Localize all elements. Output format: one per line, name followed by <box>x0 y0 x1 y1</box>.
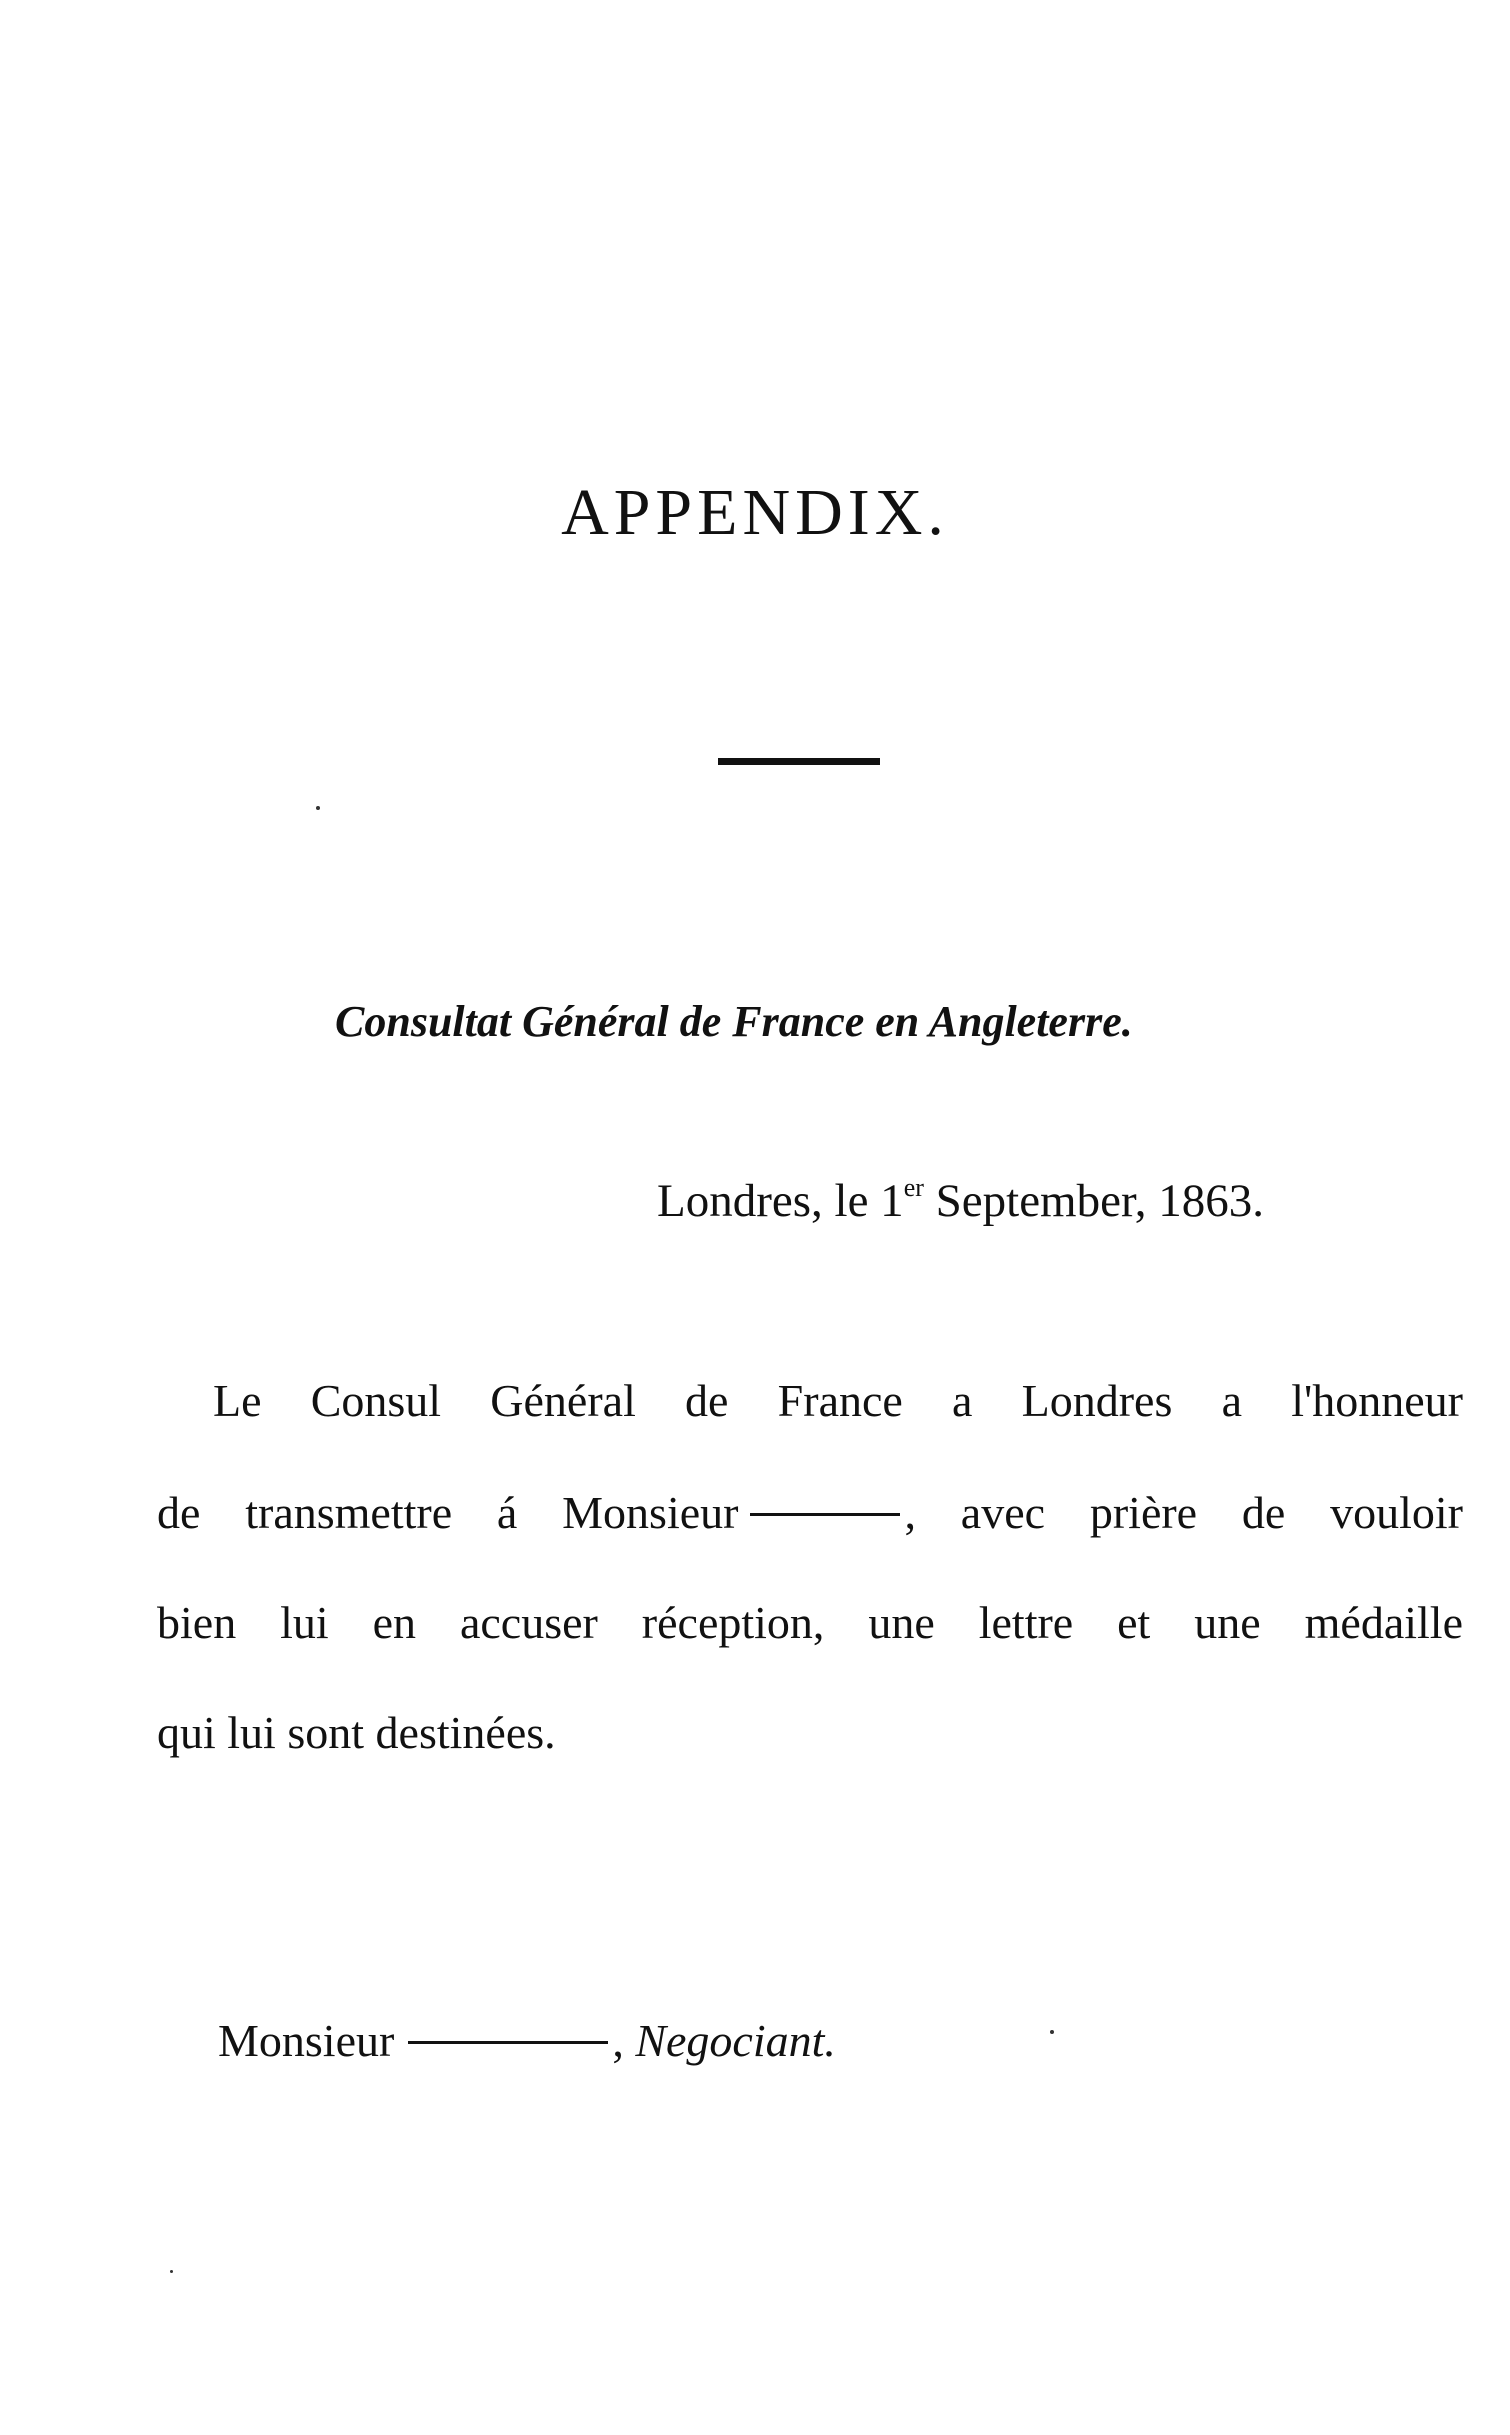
signoff-salutation: Monsieur <box>218 2015 395 2066</box>
heading-rule <box>718 758 880 765</box>
name-blank-dash <box>750 1513 900 1516</box>
body-line-1: Le Consul Général de France a Londres a l'honneur <box>213 1375 1463 1426</box>
signoff-title: Negociant. <box>635 2015 836 2066</box>
page-heading: APPENDIX. <box>561 476 949 549</box>
body-line-4: qui lui sont destinées. <box>157 1707 556 1758</box>
print-speck <box>170 2270 173 2273</box>
signoff <box>218 2015 836 2066</box>
dateline <box>657 1173 1264 1227</box>
signoff-separator: , <box>612 2015 624 2066</box>
body-line-3: bien lui en accuser réception, une lettre et une médaille <box>157 1597 1463 1648</box>
signoff-blank-dash <box>408 2041 608 2044</box>
dateline-suffix: September, 1863. <box>923 1175 1264 1227</box>
print-speck <box>316 806 320 810</box>
consulate-line: Consultat Général de France en Angleterre. <box>335 997 1133 1046</box>
body-line-2-after: , avec prière de vouloir <box>904 1487 1463 1538</box>
dateline-prefix: Londres, le 1 <box>657 1175 904 1227</box>
body-line-2-before: de transmettre á Monsieur <box>157 1487 739 1538</box>
body-line-2 <box>157 1487 1463 1538</box>
print-speck <box>1050 2030 1054 2034</box>
dateline-superscript: er <box>903 1173 924 1202</box>
